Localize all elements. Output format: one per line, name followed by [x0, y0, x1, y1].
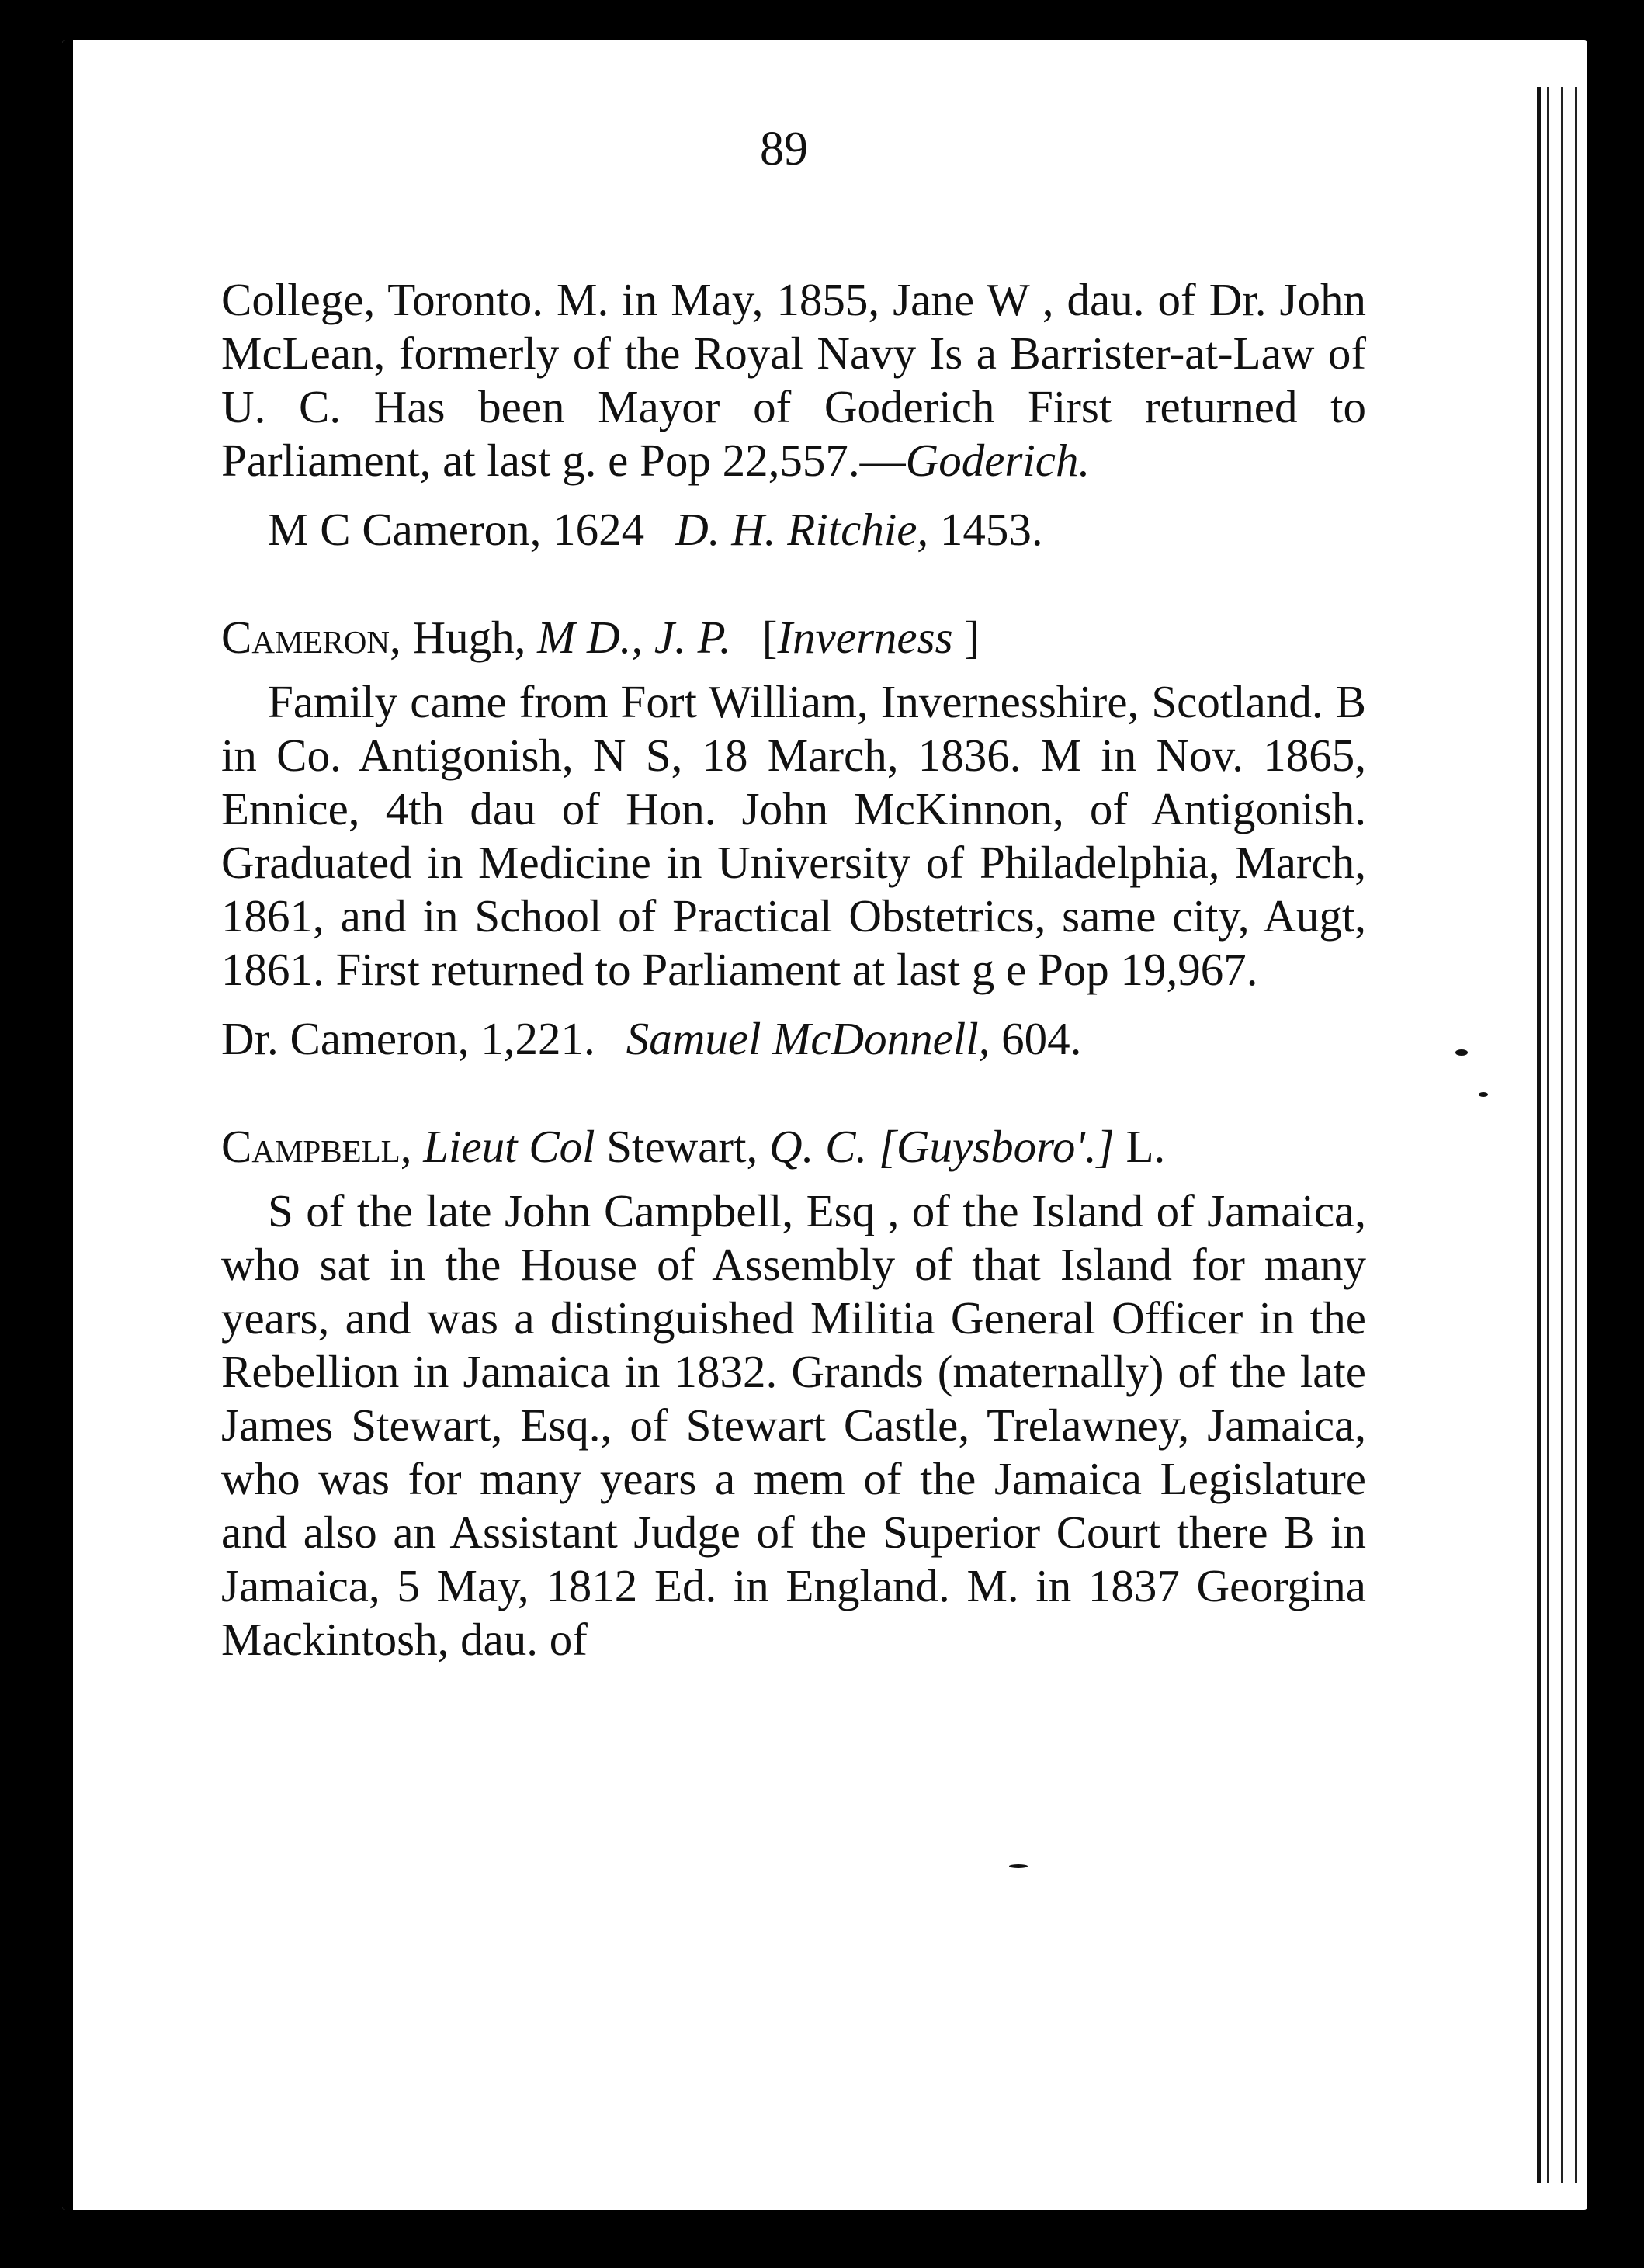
- riding-close-bracket: ]: [964, 612, 980, 663]
- continuation-paragraph: [221, 273, 1366, 487]
- entry-given-name: Hugh,: [412, 612, 526, 663]
- constituency-name: Goderich.: [905, 435, 1091, 486]
- continuation-text: College, Toronto. M. in May, 1855, Jane W , dau. of Dr. John McLean, formerly of the Royal Navy Is a Barrister-at-Law of U. C. Has been Mayor of Goderich First returned to Parliament, at last g. e Pop 22,557.—: [221, 274, 1366, 486]
- entry-titles: Q. C.: [768, 1121, 868, 1172]
- winner-result: M C Cameron, 1624: [268, 504, 645, 555]
- print-speck: [1455, 1049, 1468, 1056]
- book-page: [62, 40, 1587, 2210]
- entry-titles: M D., J. P.: [537, 612, 731, 663]
- page-right-edge: [1537, 87, 1587, 2183]
- page-number: 89: [760, 123, 808, 175]
- page-left-shadow: [62, 40, 73, 2210]
- entry-heading-campbell: [221, 1120, 1366, 1174]
- winner-result: Dr. Cameron, 1,221.: [221, 1013, 595, 1064]
- entry-rank: Lieut Col: [423, 1121, 595, 1172]
- entry-surname: Campbell,: [221, 1121, 412, 1172]
- opponent-votes: 1453.: [939, 504, 1043, 555]
- entry-body-campbell: S of the late John Campbell, Esq , of the Island of Jamaica, who sat in the House of Assembly of that Island for many years, and was a distinguished Militia General Officer in the Rebellion in Jamaica in 1832. Grands (maternally) of the late James Stewart, Esq., of Stewart Castle, Trelawney, Jamaica, who was for many years a mem of the Jamaica Legislature and also an Assistant Judge of the Superior Court there B in Jamaica, 5 May, 1812 Ed. in England. M. in 1837 Georgina Mackintosh, dau. of: [221, 1185, 1366, 1665]
- opponent-name: D. H. Ritchie,: [675, 504, 929, 555]
- entry-riding: [Guysboro'.]: [878, 1121, 1115, 1172]
- print-speck: [1479, 1092, 1488, 1097]
- print-speck: [1009, 1864, 1028, 1868]
- entry-party: L.: [1125, 1121, 1166, 1172]
- entry-riding: Inverness: [777, 612, 953, 663]
- page-text: [221, 273, 1366, 1666]
- riding-open-bracket: [: [761, 612, 778, 663]
- entry-surname: Cameron,: [221, 612, 401, 663]
- entry-heading-cameron: [221, 611, 1366, 664]
- entry-given-name: Stewart,: [606, 1121, 758, 1172]
- election-result-1: [221, 503, 1366, 557]
- entry-body-cameron: Family came from Fort William, Invernesshire, Scotland. B in Co. Antigonish, N S, 18 March, 1836. M in Nov. 1865, Ennice, 4th dau of Hon. John McKinnon, of Antigonish. Graduated in Medicine in University of Philadelphia, March, 1861, and in School of Practical Obstetrics, same city, Augt, 1861. First returned to Parliament at last g e Pop 19,967.: [221, 676, 1366, 995]
- opponent-votes: 604.: [1001, 1013, 1082, 1064]
- opponent-name: Samuel McDonnell,: [626, 1013, 990, 1064]
- election-result-2: [221, 1012, 1366, 1066]
